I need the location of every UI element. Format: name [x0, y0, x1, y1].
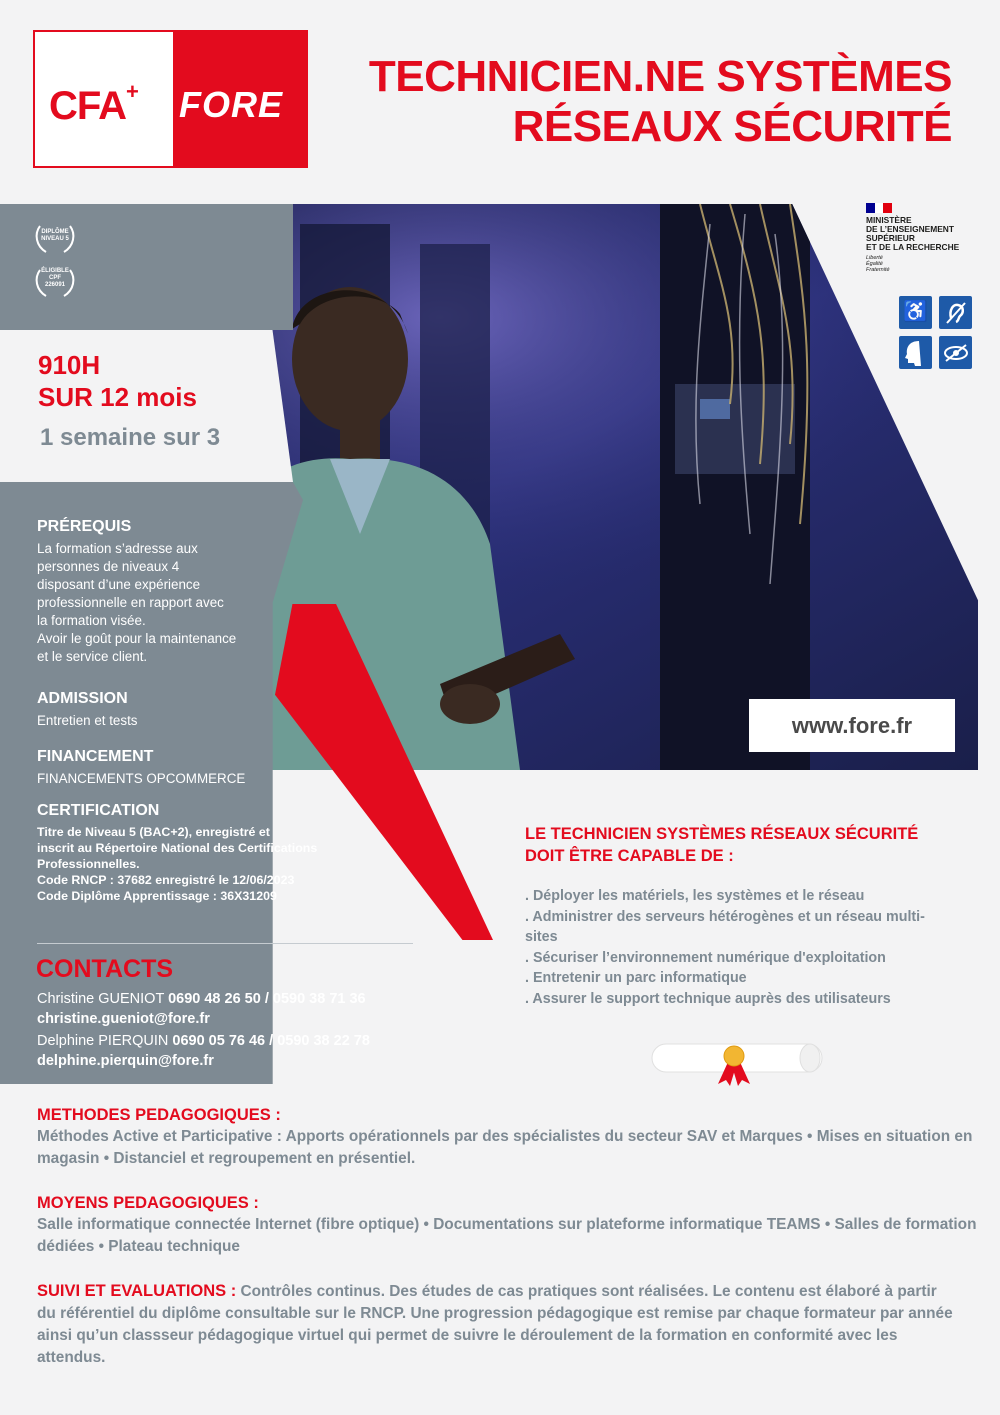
prerequis-line: personnes de niveaux 4 — [37, 559, 180, 574]
contact-2-email[interactable]: delphine.pierquin@fore.fr — [37, 1053, 214, 1069]
badge2-line1: ÉLIGIBLE — [41, 268, 69, 274]
capable-line-2: DOIT ÊTRE CAPABLE DE : — [525, 847, 734, 865]
contact-1-phone-line — [37, 991, 366, 1007]
suivi-section — [37, 1280, 957, 1369]
ministere-line: SUPÉRIEUR — [866, 233, 915, 243]
admission-section — [37, 690, 137, 730]
methodes-text: Méthodes Active et Participative : Apports opérationnels par des spécialistes du secteur SAV et Marques • Mises en situation en magasin • Distanciel et regroupement en présentiel. — [37, 1128, 973, 1167]
contact-1-name: Christine GUENIOT — [37, 991, 165, 1007]
contact-2-phone-line — [37, 1033, 370, 1049]
cpf-eligible-badge — [30, 262, 80, 302]
visual-impairment-icon — [939, 336, 972, 369]
moyens-title: MOYENS PEDAGOGIQUES : — [37, 1194, 259, 1212]
skills-list — [525, 886, 955, 1009]
prerequis-line: la formation visée. — [37, 613, 146, 628]
contact-2-phones: 0690 05 76 46 / 0590 38 22 78 — [172, 1033, 370, 1049]
admission-title: ADMISSION — [37, 690, 128, 707]
divider — [37, 943, 413, 944]
motto-line: Liberté — [866, 255, 883, 261]
mental-disability-icon — [899, 336, 932, 369]
certification-line: Code RNCP : 37682 enregistré le 12/06/2023 — [37, 873, 295, 887]
skill-item: . Sécuriser l’environnement numérique d'exploitation — [525, 949, 886, 966]
prerequis-line: disposant d’une expérience — [37, 577, 201, 592]
cfa-fore-logo — [33, 30, 308, 168]
skill-item: . Administrer des serveurs hétérogènes et un réseau multi-sites — [525, 908, 925, 945]
duration-period: SUR 12 mois — [38, 382, 197, 412]
duration-rhythm: 1 semaine sur 3 — [40, 424, 221, 451]
certification-line: Professionnelles. — [37, 857, 140, 871]
cfa-logo-block — [33, 30, 173, 168]
prerequis-line: Avoir le goût pour la maintenance — [37, 631, 237, 646]
duration-hours: 910H — [38, 350, 101, 380]
page-title — [369, 52, 952, 152]
ministere-line: MINISTÈRE — [866, 215, 912, 225]
badge1-line1: DIPLÔME — [41, 229, 69, 235]
admission-text: Entretien et tests — [37, 713, 138, 728]
certification-line: inscrit au Répertoire National des Certifications — [37, 841, 318, 855]
prerequis-line: et le service client. — [37, 649, 148, 664]
moyens-text: Salle informatique connectée Internet (fibre optique) • Documentations sur plateforme informatique TEAMS • Salles de formation dédiées • Plateau technique — [37, 1216, 977, 1255]
suivi-title: SUIVI ET EVALUATIONS : — [37, 1282, 237, 1300]
financement-text: FINANCEMENTS OPCOMMERCE — [37, 771, 246, 786]
title-line-2: RÉSEAUX SÉCURITÉ — [512, 102, 952, 151]
prerequis-section — [37, 518, 236, 666]
logo-cfa-text: CFA — [49, 84, 126, 128]
logo-fore-text: FORE — [179, 84, 284, 125]
website-link[interactable]: www.fore.fr — [749, 699, 955, 752]
ministere-logo — [866, 203, 986, 273]
ministere-line: ET DE LA RECHERCHE — [866, 242, 960, 252]
french-flag-icon — [866, 203, 892, 213]
contact-1-phones: 0690 48 26 50 / 0590 38 71 36 — [168, 991, 366, 1007]
capable-line-1: LE TECHNICIEN SYSTÈMES RÉSEAUX SÉCURITÉ — [525, 825, 919, 843]
wheelchair-icon: ♿ — [899, 296, 932, 329]
contacts-title: CONTACTS — [36, 955, 174, 983]
moyens-section — [37, 1192, 977, 1258]
ministere-line: DE L’ENSEIGNEMENT — [866, 224, 954, 234]
diploma-scroll-icon — [650, 1040, 830, 1090]
certification-title: CERTIFICATION — [37, 802, 160, 819]
badge2-line3: 226091 — [44, 282, 66, 288]
skill-item: . Assurer le support technique auprès des utilisateurs — [525, 990, 891, 1007]
logo-plus: + — [126, 78, 138, 104]
diploma-level-badge — [30, 218, 80, 258]
capable-heading — [525, 823, 918, 867]
prerequis-line: professionnelle en rapport avec — [37, 595, 224, 610]
certification-line: Titre de Niveau 5 (BAC+2), enregistré et — [37, 825, 270, 839]
methodes-section — [37, 1104, 977, 1170]
skill-item: . Déployer les matériels, les systèmes et le réseau — [525, 888, 865, 904]
certification-section — [37, 802, 317, 904]
badge1-line2: NIVEAU 5 — [41, 236, 69, 242]
badge2-line2: CPF — [49, 275, 61, 281]
title-line-1: TECHNICIEN.NE SYSTÈMES — [368, 52, 952, 101]
skill-item: . Entretenir un parc informatique — [525, 970, 747, 986]
hearing-icon — [939, 296, 972, 329]
financement-section — [37, 748, 245, 788]
suivi-text: Contrôles continus. Des études de cas pratiques sont réalisées. Le contenu est élaboré à partir du référentiel du diplôme consultable sur le RNCP. Une progression pédagogique est remise par chaque formateur par année ainsi qu’un classseur pédagogique virtuel qui permet de suivre le déroulement de la formation en conformité avec les attendus. — [37, 1283, 953, 1366]
financement-title: FINANCEMENT — [37, 748, 154, 765]
methodes-title: METHODES PEDAGOGIQUES : — [37, 1106, 281, 1124]
contact-2-name: Delphine PIERQUIN — [37, 1033, 169, 1049]
prerequis-line: La formation s’adresse aux — [37, 541, 198, 556]
motto-line: Égalité — [866, 261, 883, 267]
certification-line: Code Diplôme Apprentissage : 36X31209 — [37, 889, 277, 903]
contact-1-email[interactable]: christine.gueniot@fore.fr — [37, 1011, 210, 1027]
fore-logo-block — [173, 30, 308, 168]
prerequis-title: PRÉREQUIS — [37, 518, 132, 535]
motto-line: Fraternité — [866, 267, 890, 273]
